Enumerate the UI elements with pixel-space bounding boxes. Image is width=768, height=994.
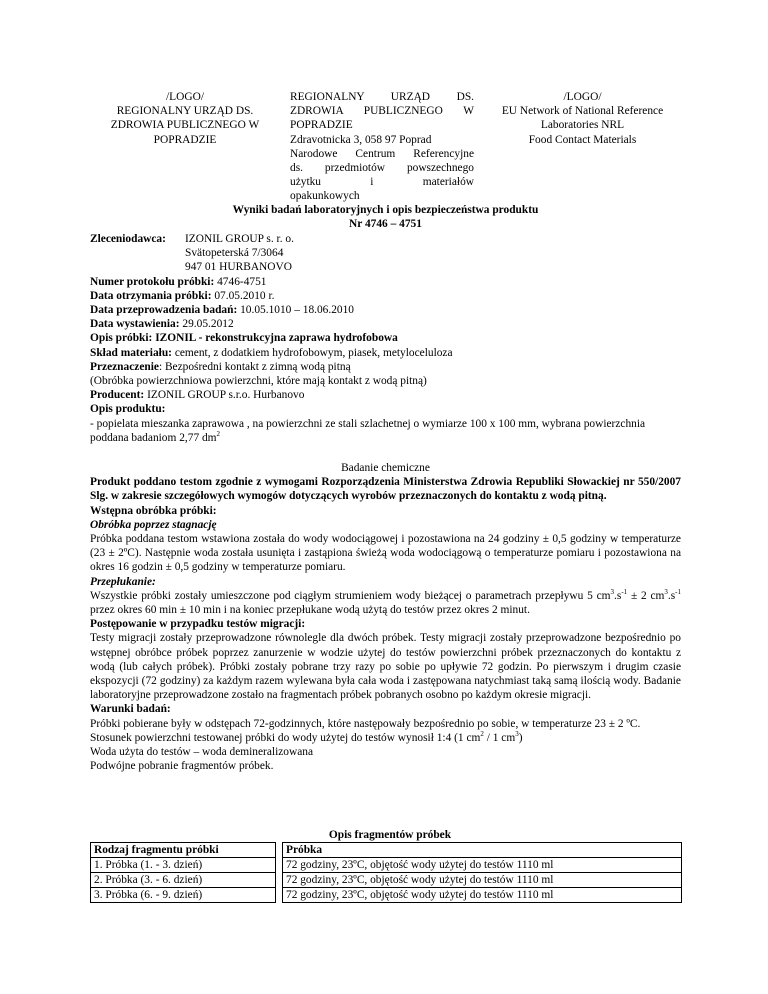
table-gap [276, 888, 283, 903]
superscript: -1 [621, 588, 628, 597]
field-row [90, 331, 681, 345]
field-label: Data przeprowadzenia badań: [90, 304, 238, 317]
right-header-line: EU Network of National Reference [501, 105, 664, 118]
field-label: Skład materiału: [90, 346, 172, 359]
header-middle-column [290, 90, 474, 204]
middle-header-line: POPRADZIE [290, 119, 353, 132]
conditions-heading: Warunki badań: [90, 703, 171, 716]
fragments-table [90, 842, 682, 903]
header-left-column [90, 90, 280, 147]
text-run: .s [614, 589, 622, 602]
field-row [90, 317, 681, 331]
field-value: : Bezpośredni kontakt z zimną wodą pitną [158, 360, 351, 373]
table-cell: 72 godziny, 23ºC, objętość wody użytej do testów 1110 ml [283, 888, 682, 903]
middle-header-line: ds. przedmiotów powszechnego [290, 162, 474, 175]
left-header-line: ZDROWIA PUBLICZNEGO W [110, 119, 260, 132]
product-desc-body: - popielata mieszanka zaprawowa , na powierzchni ze stali szlachetnej o wymiarze 100 x 100 mm, wybrana powierzchnia poddana badaniom 2,77 dm [90, 417, 646, 444]
middle-header-line: REGIONALNY URZĄD DS. [290, 91, 474, 103]
water-text: Woda użyta do testów – woda demineralizowana [90, 746, 314, 759]
text-run: .s [667, 589, 676, 602]
document-number: Nr 4746 – 4751 [349, 218, 422, 230]
stagnation-heading: Obróbka poprzez stagnację [90, 518, 217, 531]
client-address [185, 232, 294, 275]
client-street: Svätopeterská 7/3064 [185, 247, 284, 260]
table-gap [276, 843, 283, 858]
table-gap [276, 873, 283, 888]
field-label: Opis próbki: [90, 332, 153, 345]
middle-header-line: ZDROWIA PUBLICZNEGO W [290, 105, 474, 118]
field-label: Data wystawienia: [90, 318, 180, 331]
purpose-note: (Obróbka powierzchniowa powierzchni, które mają kontakt z wodą pitną) [90, 375, 427, 388]
right-header-line: Food Contact Materials [528, 133, 637, 146]
product-desc-label: Opis produktu: [90, 403, 166, 416]
superscript: 2 [480, 730, 484, 739]
table-cell: 2. Próbka (3. - 6. dzień) [91, 873, 276, 888]
field-value: 4746-4751 [214, 275, 267, 288]
client-label: Zleceniodawca: [90, 233, 166, 245]
right-logo-placeholder: /LOGO/ [563, 91, 602, 103]
address-line: Zdravotnicka 3, 058 97 Poprad [290, 133, 432, 146]
field-value: cement, z dodatkiem hydrofobowym, piasek, metyloceluloza [171, 346, 453, 359]
field-row [90, 388, 681, 402]
pretreatment-heading: Wstępna obróbka próbki: [90, 504, 217, 517]
rinse-text [90, 589, 681, 617]
left-header-line: POPRADZIE [153, 133, 217, 146]
text-run: Stosunek powierzchni testowanej próbki do wody użytej do testów wynosił 1:4 (1 cm [90, 731, 481, 744]
text-run: ) [518, 731, 523, 744]
product-desc-text [90, 417, 681, 445]
table-cell: 3. Próbka (6. - 9. dzień) [91, 888, 276, 903]
field-row [90, 360, 681, 374]
migration-text: Testy migracji zostały przeprowadzone równolegle dla dwóch próbek. Testy migracji zostały przeprowadzone bezpośrednio po wstępnej obróbce próbek poprzez zanurzenie w wodzie użytej do testów powierzchni próbek przeznaczonych do kontaktu z wodą (lub całych próbek). Próbki zostały pobrane trzy razy po sobie po upływie 72 godzin. Po pierwszym i drugim czasie ekspozycji (72 godziny) za każdym razem wylewana była cała woda i zastępowana natychmiast taką samą ilością wody. Badanie laboratoryjne przeprowadzone zostało na fragmentach próbek pobranych osobno po każdym okresie migracji. [90, 632, 681, 702]
superscript: -1 [675, 588, 682, 597]
middle-header-line: opakunkowych [290, 190, 360, 203]
table-cell: 72 godziny, 23ºC, objętość wody użytej do testów 1110 ml [283, 873, 682, 888]
field-value: 10.05.1010 – 18.06.2010 [237, 304, 355, 317]
text-run: ± 2 cm [627, 589, 665, 602]
document-body [90, 232, 681, 445]
text-run: przez okres 60 min ± 10 min i na koniec przepłukane wodą użytą do testów przez okres 2 minut. [90, 604, 530, 617]
header-cell: Rodzaj fragmentu próbki [91, 843, 276, 858]
left-logo-placeholder: /LOGO/ [166, 91, 204, 103]
chem-intro: Produkt poddano testom zgodnie z wymogami Rozporządzenia Ministerstwa Zdrowia Republiki Słowackiej nr 550/2007 Slg. w zakresie szczegółowych wymogów dotyczących wyrobów przeznaczonych do kontaktu z wodą pitną. [90, 476, 681, 503]
table-row [91, 873, 682, 888]
superscript: 3 [610, 588, 615, 597]
table-cell: 72 godziny, 23ºC, objętość wody użytej do testów 1110 ml [283, 858, 682, 873]
field-row [90, 275, 681, 289]
header-cell: Próbka [283, 843, 682, 858]
conditions-text: Próbki pobierane były w odstępach 72-godzinnych, które następowały bezpośrednio po sobie, w temperaturze 23 ± 2 ºC. [90, 717, 641, 730]
field-label: Data otrzymania próbki: [90, 289, 212, 302]
superscript: 3 [664, 588, 668, 597]
field-row [90, 346, 681, 360]
middle-header-line: użytku i materiałów [290, 176, 474, 189]
chemical-section [90, 461, 681, 773]
double-sampling-text: Podwójne pobranie fragmentów próbek. [90, 760, 274, 773]
superscript: 3 [515, 730, 519, 739]
field-label: Przeznaczenie [90, 360, 159, 373]
table-gap [276, 858, 283, 873]
client-block [90, 232, 681, 275]
chem-title: Badanie chemiczne [341, 462, 430, 474]
field-row [90, 289, 681, 303]
header-right-column [485, 90, 680, 147]
field-value: 29.05.2012 [179, 318, 234, 331]
table-row [91, 888, 682, 903]
fragments-title: Opis fragmentów próbek [328, 829, 452, 841]
migration-heading: Postępowanie w przypadku testów migracji: [90, 618, 306, 631]
right-header-line: Laboratories NRL [540, 119, 625, 132]
field-value: IZONIL - rekonstrukcyjna zaprawa hydrofobowa [152, 332, 398, 345]
field-value: 07.05.2010 r. [211, 289, 275, 302]
text-run: / 1 cm [483, 731, 516, 744]
rinse-heading: Przepłukanie: [90, 575, 156, 588]
client-name: IZONIL GROUP s. r. o. [185, 233, 294, 245]
middle-header-line: Narodowe Centrum Referencyjne [290, 147, 474, 160]
text-run: Wszystkie próbki zostały umieszczone pod ciągłym strumieniem wody bieżącej o parametrach przepływu 5 cm [90, 589, 611, 602]
field-value: IZONIL GROUP s.r.o. Hurbanovo [144, 389, 305, 402]
field-label: Numer protokołu próbki: [90, 275, 215, 288]
field-row [90, 303, 681, 317]
field-label: Producent: [90, 389, 145, 402]
table-header-row [91, 843, 682, 858]
table-cell: 1. Próbka (1. - 3. dzień) [91, 858, 276, 873]
table-row [91, 858, 682, 873]
left-header-line: REGIONALNY URZĄD DS. [116, 105, 254, 118]
stagnation-text: Próbka poddana testom wstawiona została do wody wodociągowej i pozostawiona na 24 godziny ± 0,5 godziny w temperaturze (23 ± 2ºC). Następnie woda została usunięta i zastąpiona świeżą woda wodociągową o temperaturze pomiaru i pozostawiona na okres 16 godzin ± 0,5 godziny w temperaturze pomiaru. [90, 533, 681, 574]
document-title: Wyniki badań laboratoryjnych i opis bezpieczeństwa produktu [232, 204, 539, 216]
ratio-text [90, 731, 681, 745]
superscript: 2 [216, 430, 221, 439]
client-city: 947 01 HURBANOVO [185, 261, 292, 274]
